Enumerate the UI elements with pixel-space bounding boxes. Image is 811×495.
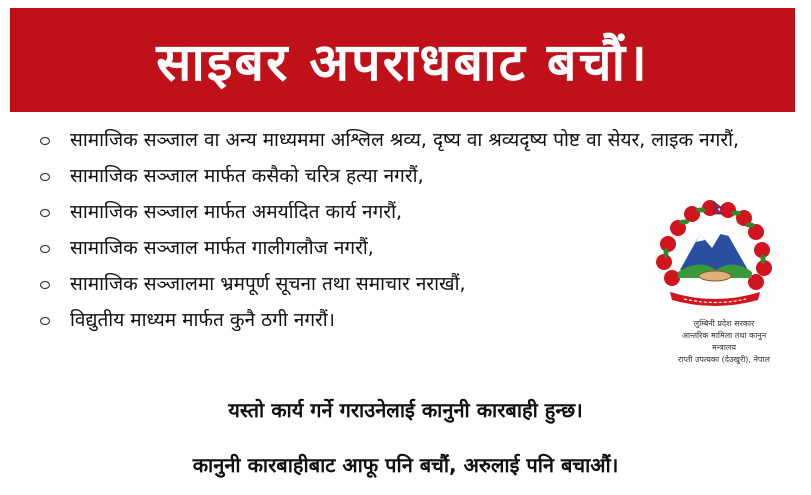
list-item-text: सामाजिक सञ्जाल मार्फत कसैको चरित्र हत्या नगरौं,	[70, 165, 424, 187]
list-item	[40, 162, 760, 191]
list-item-text: विद्युतीय माध्यम मार्फत कुनै ठगी नगरौं।	[70, 309, 335, 331]
bullet-icon	[40, 317, 50, 325]
list-item-text: सामाजिक सञ्जालमा भ्रमपूर्ण सूचना तथा समाचार नराखौं,	[70, 273, 466, 295]
list-item-text: सामाजिक सञ्जाल मार्फत गालीगलौज नगरौं,	[70, 237, 374, 259]
ministry-info	[660, 318, 788, 366]
office-line: आन्तरिक मामिला तथा कानुन	[681, 331, 767, 340]
bullet-icon	[40, 137, 50, 145]
warning-line: यस्तो कार्य गर्ने गराउनेलाई कानुनी कारबाही हुन्छ।	[228, 398, 583, 422]
office-line: राप्ती उपत्यका (देउखुरी), नेपाल	[678, 355, 770, 364]
bullet-icon	[40, 245, 50, 253]
list-item-text: सामाजिक सञ्जाल मार्फत अमर्यादित कार्य नगरौं,	[70, 201, 403, 223]
office-line: मन्त्रालय	[712, 343, 736, 352]
bullet-icon	[40, 281, 50, 289]
office-line: लुम्बिनी प्रदेश सरकार	[693, 319, 755, 328]
list-item	[40, 126, 760, 155]
bullet-icon	[40, 173, 50, 181]
title-banner	[10, 8, 795, 112]
list-item	[40, 306, 760, 335]
list-item-text: सामाजिक सञ्जाल वा अन्य माध्यममा अश्लिल श्रव्य, दृष्य वा श्रव्यदृष्य पोष्ट वा सेयर, लाइक नगरौं,	[70, 129, 740, 151]
bullet-icon	[40, 209, 50, 217]
page-title: साइबर अपराधबाट बचौं।	[156, 32, 649, 93]
nepal-coat-of-arms-icon	[650, 200, 780, 310]
appeal-line: कानुनी कारबाहीबाट आफू पनि बचौं, अरुलाई पनि बचाऔं।	[192, 453, 619, 477]
